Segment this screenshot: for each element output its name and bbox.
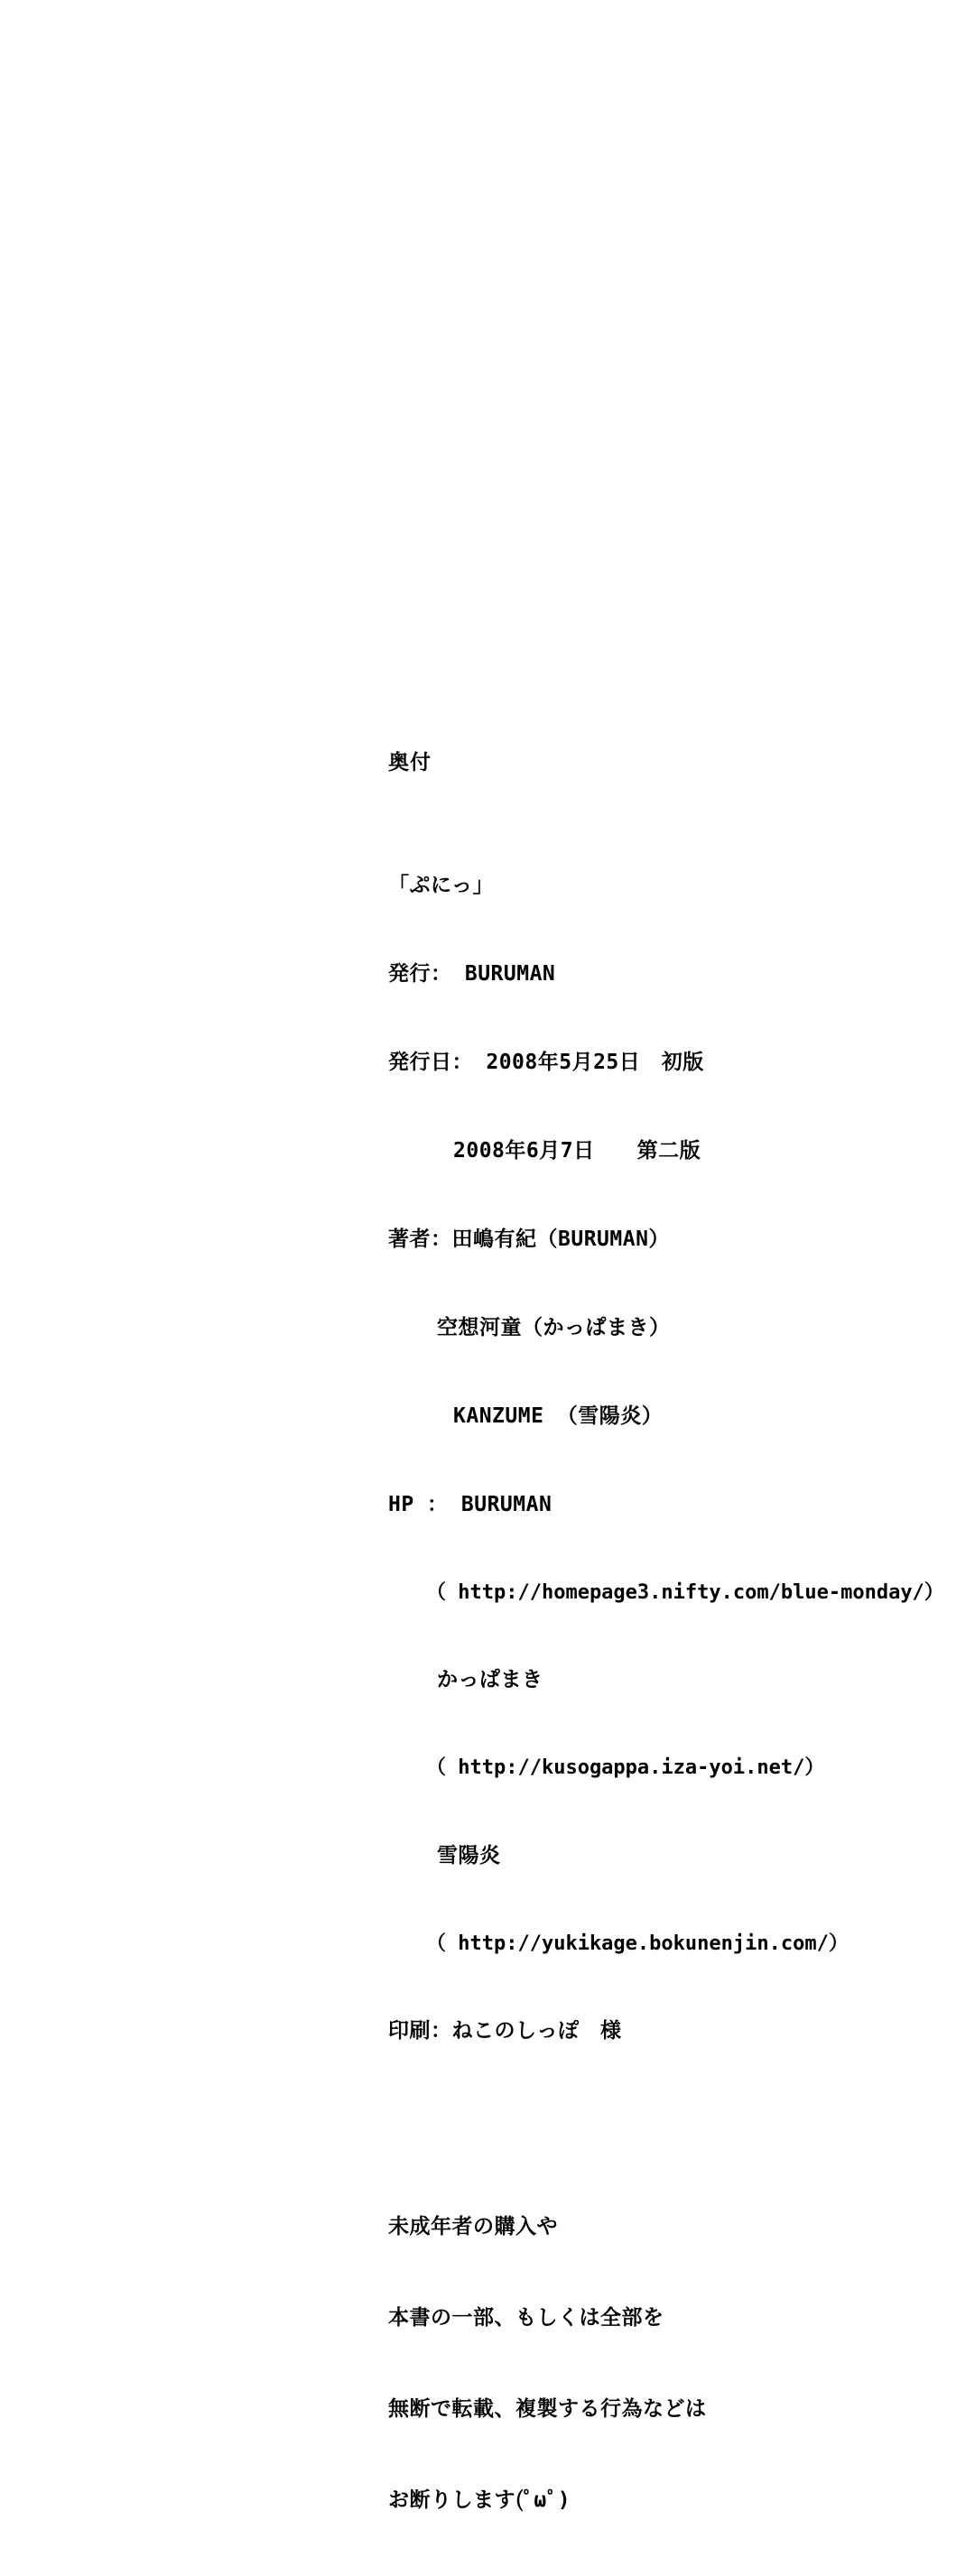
- colophon-heading: 奥付: [388, 751, 432, 774]
- notice-line-3: 無断で転載、複製する行為などは: [388, 2396, 707, 2421]
- homepage-url-kappamaki[interactable]: （ http://kusogappa.iza-yoi.net/）: [426, 1756, 825, 1780]
- colophon-details: [388, 812, 948, 2106]
- author-line-2: 空想河童（かっぱまき）: [437, 1315, 671, 1339]
- homepage-url-yukikage[interactable]: （ http://yukikage.bokunenjin.com/）: [426, 1932, 849, 1955]
- notice-line-2: 本書の一部、もしくは全部を: [388, 2306, 664, 2330]
- homepage-name-yukikage: 雪陽炎: [437, 1843, 501, 1867]
- legal-notice: [388, 2152, 948, 2576]
- publication-date-line: 発行日： 2008年5月25日 初版: [388, 1050, 704, 1074]
- homepage-label: HP ： BURUMAN: [388, 1492, 552, 1516]
- notice-line-1: 未成年者の購入や: [388, 2215, 558, 2239]
- homepage-name-kappamaki: かっぱまき: [437, 1668, 543, 1692]
- author-line-1: 著者：田嶋有紀（BURUMAN）: [388, 1227, 670, 1251]
- notice-line-4: お断りします(ﾟωﾟ): [388, 2488, 571, 2512]
- printer-line: 印刷：ねこのしっぽ 様: [388, 2019, 622, 2043]
- publication-date-second-line: 2008年6月7日 第二版: [453, 1138, 701, 1163]
- publisher-line: 発行： BURUMAN: [388, 961, 556, 986]
- colophon-section: [388, 751, 948, 2576]
- author-line-3: KANZUME （雪陽炎）: [453, 1404, 664, 1428]
- homepage-url-buruman[interactable]: （ http://homepage3.nifty.com/blue-monday/）: [426, 1580, 944, 1604]
- book-title: 「ぷにっ」: [388, 873, 495, 897]
